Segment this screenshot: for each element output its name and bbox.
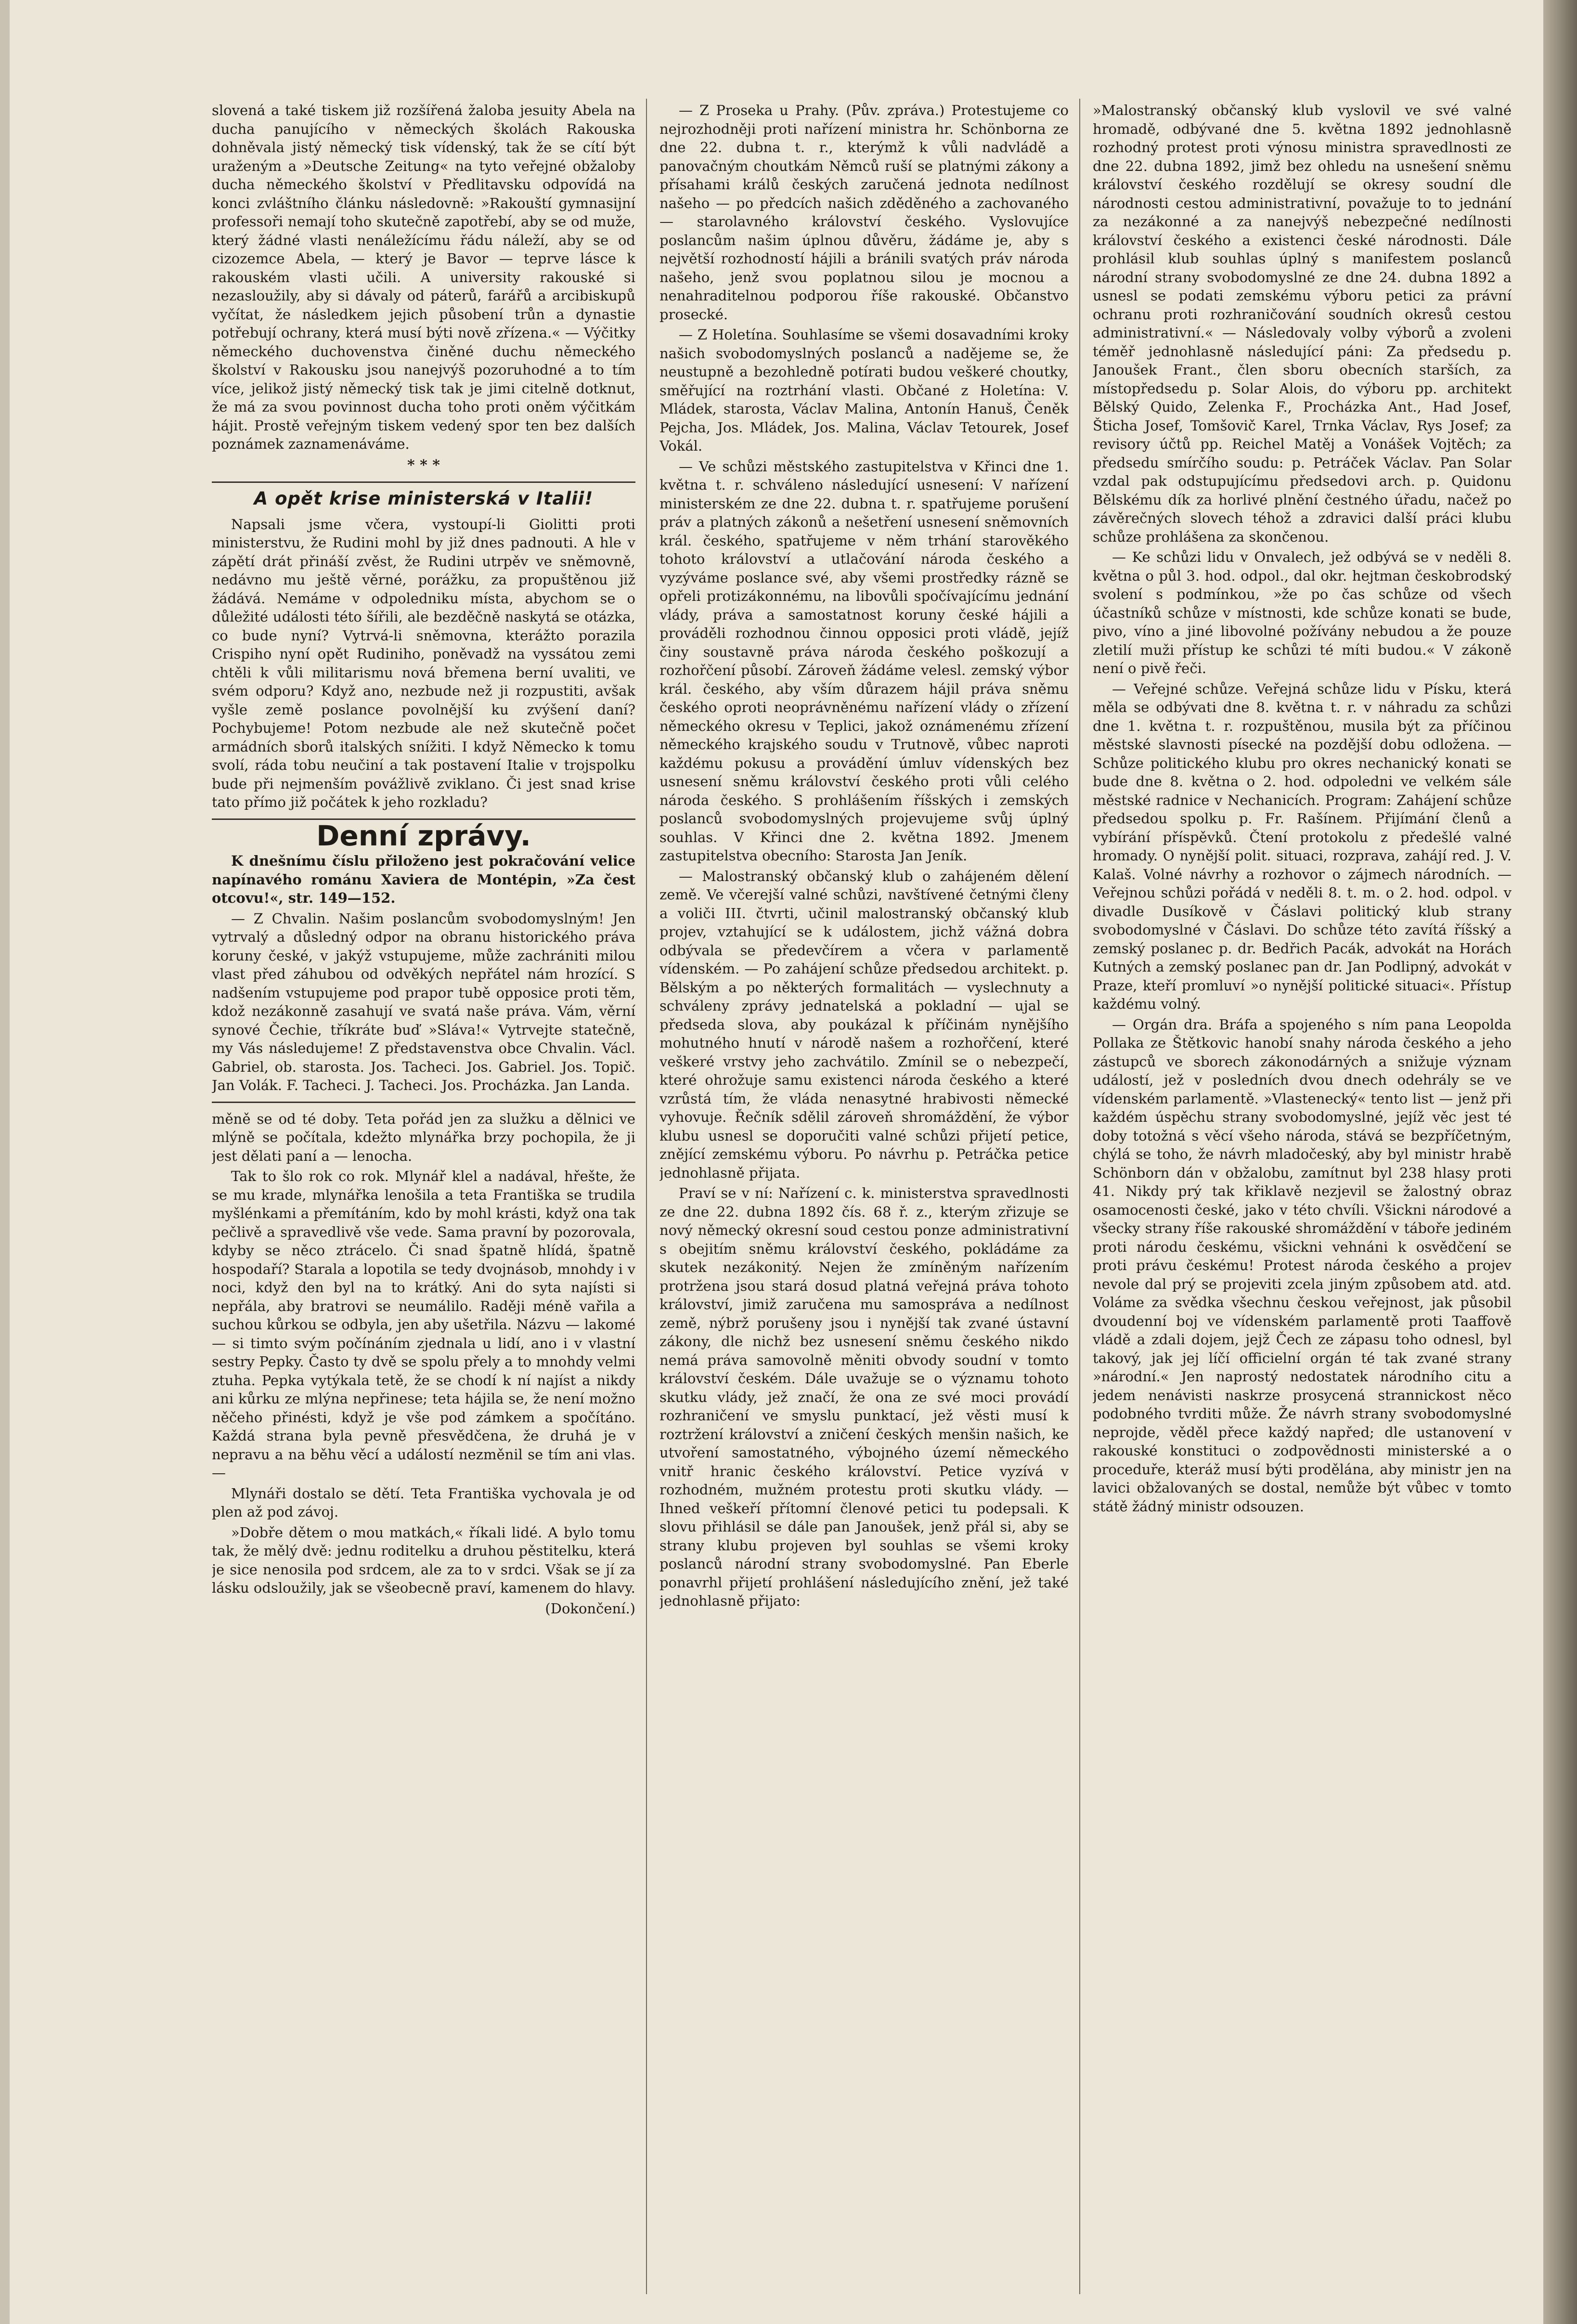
news-item: — Ve schůzi městského zastupitelstva v Křinci dne 1. května t. r. schváleno následující usnesení: V nařízení ministerském ze dne 22. dubna t. r. spatřujeme porušení práv a platných zákonů a nešetření usnesení sněmovních král. českého, spatřujeme v něm trhání starověkého tohoto království a utlačování národa českého a vyzýváme poslance své, aby všemi prostředky rázně se opřeli protizákonnému, na libovůli spočívajícímu jednání vlády, práva a samostatnost koruny české hájili a prováděli rozhodnou činnou opposici proti vládě, jejíž činy soustavně práva národa českého poškozují a rozhořčení působí. Zároveň žádáme velesl. zemský výbor král. českého, aby vším důrazem hájil práva sněmu českého oproti neoprávněnému nařízení vlády o zřízení německého okresu v Teplici, jakož oznámenému zřízení německého krajského soudu v Trutnově, vůbec naproti každému pokusu a provádění úmluv vídenských bez usnesení sněmu království českého proti vůli celého národa českého. S prohlášením říšských i zemských poslanců svobodomyslných projevujeme svůj úplný souhlas. V Křinci dne 2. května 1892. Jmenem zastupitelstva obecního: Starosta Jan Jeník. (659, 458, 1069, 864)
column-divider (646, 99, 647, 2294)
feuilleton-text: »Dobře dětem o mou matkách,« říkali lidé. A bylo tomu tak, že mělý dvě: jednu roditelku a druhou pěstitelku, která je sice nenosila pod srdcem, ale za to v srdci. Však se jí za lásku odsloužily, jak se všeobecně praví, kamenem do hlavy. (212, 1524, 635, 1596)
news-item: »Malostranský občanský klub vyslovil ve své valné hromadě, odbývané dne 5. května 1892 jednohlasně rozhodný protest proti výnosu ministra spravedlnosti ze dne 22. dubna 1892, jimž bez ohledu na usnešení sněmu království českého rozdělují se okresy soudní dle národnosti cestou administrativní, považuje to to jednání za nezákonné a za nanejvýš nebezpečné nedílnosti království českého a existenci české národnosti. Dále prohlásil klub souhlas úplný s manifestem poslanců národní strany svobodomyslné ze dne 24. dubna 1892 a usnesl se podati zemskému výboru petici za právní ochranu proti rozhraničování soudních okresů cestou administrativní.« — Následovaly volby výborů a zvoleni téměř jednohlasně následující páni: Za předsedu p. Janoušek Frant., člen sboru obecních starších, za místopředsedu p. Solar Alois, do výboru pp. architekt Bělský Quido, Zelenka F., Procházka Ant., Had Josef, Šticha Josef, Tomšovič Karel, Trnka Václav, Rys Josef; za revisory účtů pp. Reichel Matěj a Vonášek Vojtěch; za předsedu smírčího soudu: p. Petráček Václav. Pan Solar vzdal pak odstupujícímu předsedovi arch. p. Quidonu Bělskému dík za horlivé plnění čestného úřadu, načež po závěrečných slovech téhož a zdravici další práci klubu schůze prohlášena za skončenou. (1093, 102, 1512, 545)
column-2 (659, 101, 1069, 2297)
news-item: — Ke schůzi lidu v Onvalech, jež odbývá se v neděli 8. května o půl 3. hod. odpol., dal okr. hejtman českobrodský svolení s podmínkou, »že po čas schůze od všech účastníků schůze v místnosti, kde schůze konati se bude, pivo, víno a jiné libovolné požívány nebudou a že pouze zletilí muži přístup ke schůzi té míti budou.« V zákoně není o pivě řeči. (1093, 549, 1512, 676)
page-spine-shadow (1543, 0, 1577, 2324)
section-separator: * * * (407, 456, 440, 474)
column-1 (212, 101, 635, 2297)
article-text: Napsali jsme včera, vystoupí-li Giolitti proti ministerstvu, že Rudini mohl by již dnes padnouti. A hle v zápětí drát přináší zvěst, že Rudini utrpěv ve sněmovně, nedávno mu ještě věrné, porážku, za propuštěnou již žádává. Nemáme v odpoledniku místa, abychom se o důležité události této šířili, ale bezděčně naskytá se otázka, co bude nyní? Vytrvá-li sněmovna, kterážto porazila Crispiho nyní opět Rudiniho, poněvadž na vyssátou zemi chtěli k vůli militarismu nová břemena berní uvaliti, ve svém odporu? Když ano, nezbude než ji rozpustiti, avšak vyšle země poslance povolnější ku zvýšení daní? Pochybujeme! Potom nezbude ale než skutečně počet armádních sborů italských snížiti. I když Německo k tomu svolí, ráda tobu neučiní a tak postavení Italie v trojspolku bude při nejmenším povážlivě zviklano. Či jest snad krise tato přímo již počátek k jeho rozkladu? (212, 516, 635, 810)
feuilleton-text: měně se od té doby. Teta pořád jen za služku a dělnici ve mlýně se počítala, kdežto mlynářka brzy pochopila, že ji jest dělati paní a — lenocha. (212, 1110, 635, 1164)
news-item: — Z Chvalin. Našim poslancům svobodomyslným! Jen vytrvalý a důsledný odpor na obranu historického práva koruny české, v jakýž vstupujeme, může zachrániti milou vlast před záhubou od odvěkých nepřátel nám hrozící. S nadšením vstupujeme pod prapor tubě opposice proti těm, kdož nezákonně zasahují ve svatá naše práva. Vám, věrní synové Čechie, tříkráte buď »Sláva!« Vytrvejte statečně, my Vás následujeme! Z představenstva obce Chvalin. Václ. Gabriel, ob. starosta. Jos. Tacheci. Jos. Gabriel. Jos. Topič. Jan Volák. F. Tacheci. J. Tacheci. Jos. Procházka. Jan Landa. (212, 910, 635, 1093)
news-item: — Z Holetína. Souhlasíme se všemi dosavadními kroky našich svobodomyslných poslanců a nadějeme se, že neustupně a bezohledně potírati budou veškeré choutky, směřující na roztrhání vlasti. Občané z Holetína: V. Mládek, starosta, Václav Malina, Antonín Hanuš, Čeněk Pejcha, Jos. Mládek, Jos. Malina, Václav Tetourek, Josef Vokál. (659, 326, 1069, 454)
news-item: — Veřejné schůze. Veřejná schůze lidu v Písku, která měla se odbývati dne 8. května t. r. v náhradu za schůzi dne 1. května t. r. rozpuštěnou, musila být za příčinou městské slavnosti písecké na pozdější dobu odložena. — Schůze politického klubu pro okres nechanický konati se bude dne 8. května o 2. hod. odpoledni ve velkém sále městské radnice v Nechanicích. Program: Zahájení schůze předsedou spolku p. Fr. Rašínem. Přijímání členů a vybírání příspěvků. Čtení protokolu z předešlé valné hromady. O nynější polit. situaci, rozprava, zahájí red. J. V. Kalaš. Volné návrhy a rozhovor o zájmech národních. — Veřejnou schůzi pořádá v neděli 8. t. m. o 2. hod. odpol. v divadle Dusíkově v Čáslavi politický klub strany svobodomyslné v Čáslavi. Do schůze této zavítá říšský a zemský poslanec p. dr. Bedřich Pacák, advokát na Horách Kutných a zemský poslanec pan dr. Jan Podlipný, advokát v Praze, kteří promluví »o nynější politické situaci«. Přístup každému volný. (1093, 680, 1512, 1012)
column-divider (1079, 99, 1080, 2294)
news-item: Praví se v ní: Nařízení c. k. ministerstva spravedlnosti ze dne 22. dubna 1892 čís. 68 ř. z., kterým zřizuje se nový německý okresní soud cestou ponze administrativní s obejitím sněmu království českého, pokládáme za skutek nezákonitý. Nejen že zmíněným nařízením protržena jsou stará dosud platná veřejná práva tohoto království, jimiž zaručena mu samospráva a nedílnost země, nýbrž porušeny jsou i nynější tak zvané ústavní zákony, dle nichž bez usnesení sněmu českého nikdo nemá práva samovolně měniti obvody soudní v tomto království českém. Dále uvažuje se o významu tohoto skutku vlády, jež značí, že ona ze své moci provádí rozhraničení ve smyslu punktací, jež věsti musí k roztržení království a zničení českých menšin našich, ke utvoření samostatného, výbojného území německého vnitř hranic českého království. Petice vyzívá v rozhodném, mužném protestu proti skutku vlády. — Ihned veškeří přítomní členové petici tu podepsali. K slovu přihlásil se dále pan Janoušek, jenž přál si, aby se strany klubu projeven byl souhlas se všemi kroky poslanců národní strany svobodomyslné. Pan Eberle ponavrhl přijetí prohlášení následujícího znění, jež také jednohlasně přijato: (659, 1185, 1069, 1609)
article-headline: A opět krise ministerská v Italii! (254, 488, 594, 509)
feuilleton-text: Mlynáři dostalo se dětí. Teta Františka vychovala je od plen až pod závoj. (212, 1485, 635, 1520)
horizontal-rule (212, 481, 635, 483)
news-item: — Malostranský občanský klub o zahájeném dělení země. Ve včerejší valné schůzi, navštívené četnými členy a voliči III. čtvrti, učinil malostranský občanský klub projev, vztahující se k událostem, jichž vážná dobra odbývala se předevčírem a včera v parlamentě vídenském. — Po zahájení schůze předsedou architekt. p. Bělským a po některých formalitách — vyslechnuty a schváleny zprávy jednatelská a pokladní — ujal se předseda slova, aby poukázal k příčinám nynějšího mohutného hnutí v národě našem a rozhořčení, které veškeré vrstvy jeho zachvátilo. Zmínil se o nebezpečí, které ohrožuje samu existenci národa českého a které vzrůstá tím, že vláda nenasytné hrabivosti německé vyhovuje. Řečník sdělil zároveň shromáždění, že výbor klubu usnesl se doporučiti valné schůzi přijetí petice, znějící zemskému výboru. Po návrhu p. Petráčka petice jednohlasně přijata. (659, 868, 1069, 1181)
column-3 (1093, 101, 1512, 2297)
news-item: — Z Proseka u Prahy. (Pův. zpráva.) Protestujeme co nejrozhodněji proti nařízení ministra hr. Schönborna ze dne 22. dubna t. r., kterýmž k vůli nadvládě a panovačným choutkám Němců ruší se platnými zákony a přísahami králů českých zaručená jednota nedílnost našeho — po předcích našich zděděného a zachovaného — starolavného království českého. Vyslovujíce poslancům našim úplnou důvěru, žádáme je, aby s největší rozhodností hájili a bránili svatých práv národa našeho, jenž svou poplatnou silou je mocnou a nenahraditelnou podporou říše rakouské. Občanstvo prosecké. (659, 102, 1069, 323)
section-title: Denní zprávy. (316, 819, 531, 852)
continuation-note: (Dokončení.) (545, 1600, 635, 1617)
notice-text: K dnešnímu číslu přiloženo jest pokračování velice napínavého románu Xaviera de Montépin, »Za čest otcovu!«, str. 149—152. (212, 853, 635, 906)
horizontal-rule (212, 1102, 635, 1103)
news-item: — Orgán dra. Bráfa a spojeného s ním pana Leopolda Pollaka ze Štětkovic hanobí snahy národa českého a jeho zástupců ve sborech zákonodárných a snižuje význam událostí, jež v posledních dvou dnech odehrály se ve vídenském parlamentě. »Vlastenecký« tento list — jenž při každém úspěchu strany svobodomyslné, jejíž věc jest té doby totožná s věcí všeho národa, stává se bezpříčetným, chýlá se toho, že návrh mladočeský, aby byl ministr hrabě Schönborn dán v obžalobu, zamítnut byl 238 hlasy proti 41. Nikdy prý tak křiklavě nezjevil se žalostný obraz osamocenosti české, jako v této chvíli. Všickni národové a všecky strany říše rakouské shromáždění v táboře jediném proti národu českému, všickni vehnáni k osvědčení se proti právu českému! Protest národa českého a projev nevole dal prý se projeviti zcela jiným způsobem atd. atd. Voláme za svědka všechnu českou veřejnost, jak působil dvoudenní boj ve vídenském parlamentě proti Taaffově vládě a zdali dojem, jejž Čech ze zápasu toho odnesl, byl takový, jak jej líčí officielní orgán té tak zvané strany »národní.« Jen naprostý nedostatek národního citu a jedem nenávisti naskrze prosycená strannickost něco podobného tvrditi může. Že návrh strany svobodomyslné neprojde, věděl přece každý napřed; dle ustanovení v rakouské konstituci o zodpovědnosti ministerské a o proceduře, kteráž musí býti prodělána, aby ministr jen na lavici obžalovaných se dostal, nemůže být vůbec v tomto státě žádný ministr odsouzen. (1093, 1016, 1512, 1515)
newspaper-page (10, 0, 1577, 2324)
article-text: slovená a také tiskem již rozšířená žaloba jesuity Abela na ducha panujícího v německých školách Rakouska dohněvala jistý německý tisk vídenský, tak že se cítí být uraženým a »Deutsche Zeitung« na tyto veřejné obžaloby ducha německého školství v Předlitavsku odpovídá na konci zvláštního článku následovně: »Rakouští gymnasijní professoři nemají toho skutečně zapotřebí, aby se od muže, který žádné vlasti nenáležícímu řádu náleží, aby se od cizozemce Abela, — který je Bavor — teprve lásce k rakouském vlasti učili. A university rakouské si nezasloužily, aby si dávaly od páterů, farářů a arcibiskupů vyčítat, že následkem jejich působení trůn a dynastie potřebují ochrany, která musí býti nově zřízena.« — Výčitky německého duchovenstva činěné duchu německého školství v Rakousku jsou nanejvýš pozoruhodné a to tím více, jelikož jistý německý tisk tak je jimi citelně dotknut, že má za svou povinnost ducha toho proti oněm výčitkám hájit. Prostě veřejným tiskem vedený spor ten bez dalších poznámek zaznamenáváme. (212, 102, 635, 452)
feuilleton-text: Tak to šlo rok co rok. Mlynář klel a nadával, hřešte, že se mu krade, mlynářka lenošila a teta Františka se trudila myšlénkami a přemítáním, kdo by mohl krásti, když ona tak pečlivě a spravedlivě vše vede. Sama pravní by pozorovala, kdyby se něco ztrácelo. Či snad špatně hlídá, špatně hospodaří? Starala a lopotila se tedy dvojnásob, mnohdy i v noci, když den byl na to krátký. Ani do syta najísti si nepřála, aby bratrovi se neumálilo. Raději méně vařila a suchou kůrkou se odbyla, jen aby ušetřila. Názvu — lakomé — si timto svým počínáním zjednala u lidí, ano i v vlastní sestry Pepky. Často ty dvě se spolu přely a to mnohdy velmi ztuha. Pepka vytýkala tetě, že se chodí k ní najíst a nikdy ani kůrku ze mlýna nepřinese; teta hájila se, že není možno něčeho přinésti, když je vše pod zámkem a spočítáno. Každá strana byla pevně přesvědčena, že druhá je v nepravu a na běhu věcí a událostí nezměnil se tím ani vlas. — (212, 1168, 635, 1481)
